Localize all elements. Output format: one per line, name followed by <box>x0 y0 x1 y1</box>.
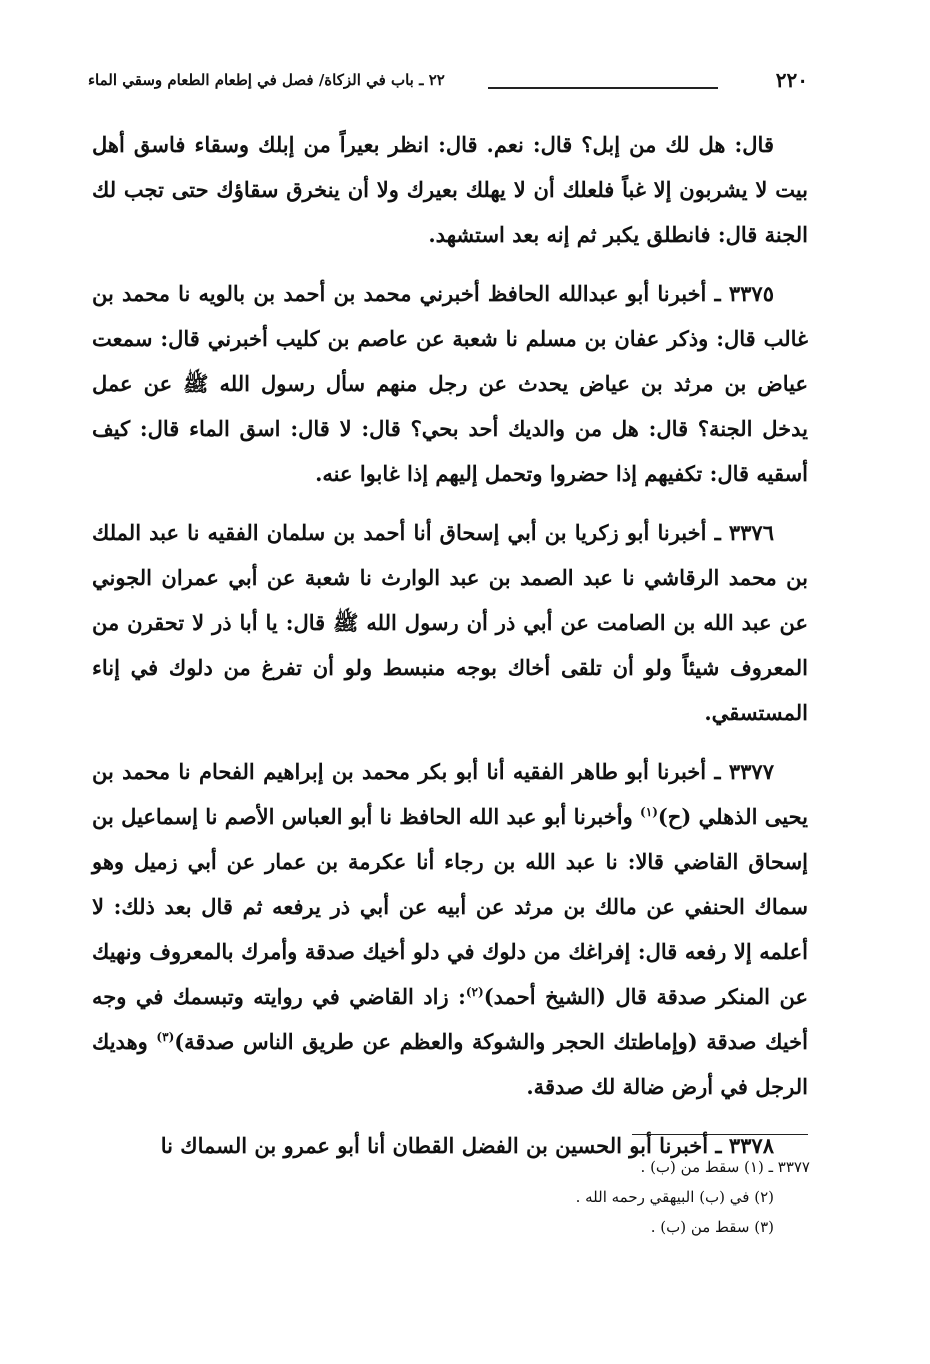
main-text <box>92 122 808 1182</box>
footnote-3: (٣) سقط من (ب) . <box>650 1218 774 1236</box>
footnote-2: (٢) في (ب) البيهقي رحمه الله . <box>575 1188 774 1206</box>
paragraph-continuation: قال: هل لك من إبل؟ قال: نعم. قال: انظر بعيراً من إبلك وسقاء فاسق أهل بيت لا يشربون إلا غباً فلعلك أن لا يهلك بعيرك ولا أن ينخرق سقاؤك حتى تجب لك الجنة قال: فانطلق يكبر ثم إنه بعد استشهد. <box>92 132 808 247</box>
footnote-divider <box>632 1134 808 1135</box>
hadith-3377-part-b: وأخبرنا أبو عبد الله الحافظ نا أبو العباس الأصم نا إسماعيل بن إسحاق القاضي قالا: نا عبد الله بن رجاء أنا عكرمة بن عمار عن أبي زميل وهو سماك الحنفي عن مالك بن مرثد عن أبيه عن أبي ذر يرفعه ثم قال بعد ذلك: لا أعلمه إلا رفعه قال: إفراغك من دلوك في دلو أخيك صدقة وأمرك بالمعروف ونهيك عن المنكر صدقة قال (الشيخ أحمد) <box>92 804 808 1009</box>
footnote-1: ٣٣٧٧ ـ (١) سقط من (ب) . <box>640 1158 810 1176</box>
page-number: ٢٢٠ <box>775 68 808 92</box>
footnote-ref-1: (١) <box>640 805 658 819</box>
hadith-3378: ٣٣٧٨ ـ أخبرنا أبو الحسين بن الفضل القطان أنا أبو عمرو بن السماك نا <box>160 1133 774 1158</box>
hadith-3376: ٣٣٧٦ ـ أخبرنا أبو زكريا بن أبي إسحاق أنا أحمد بن سلمان الفقيه نا عبد الملك بن محمد الرقاشي نا عبد الصمد بن عبد الوارث نا شعبة عن أبي عمران الجوني عن عبد الله بن الصامت عن أبي ذر أن رسول الله ﷺ قال: يا أبا ذر لا تحقرن من المعروف شيئاً ولو أن تلقى أخاك بوجه منبسط ولو أن تفرغ من دلوك في إناء المستسقي. <box>92 520 808 725</box>
hadith-3377-part-a: ٣٣٧٧ ـ أخبرنا أبو طاهر الفقيه أنا أبو بكر محمد بن إبراهيم الفحام نا محمد بن يحيى الذهلي (ح) <box>92 759 808 829</box>
hadith-3375: ٣٣٧٥ ـ أخبرنا أبو عبدالله الحافظ أخبرني محمد بن أحمد بن بالويه نا محمد بن غالب قال: وذكر عفان بن مسلم نا شعبة عن عاصم بن كليب أخبرني قال: سمعت عياض بن مرثد بن عياض يحدث عن رجل منهم سأل رسول الله ﷺ عن عمل يدخل الجنة؟ قال: هل من والديك أحد بحي؟ قال: لا قال: اسق الماء قال: كيف أسقيه قال: تكفيهم إذا حضروا وتحمل إليهم إذا غابوا عنه. <box>92 281 808 486</box>
footnote-ref-2: (٢) <box>465 985 484 999</box>
page-header <box>88 68 808 96</box>
hadith-3377-part-d: وهديك الرجل في أرض ضالة لك صدقة. <box>92 1029 808 1099</box>
hadith-3377-part-c: : زاد القاضي في روايته وتبسمك في وجه أخيك صدقة (وإماطتك الحجر والشوكة والعظم عن طريق الناس صدقة) <box>92 984 809 1054</box>
header-divider <box>488 87 718 89</box>
hadith-3377 <box>92 749 808 1109</box>
footnotes <box>120 1152 810 1242</box>
footnote-ref-3: (٣) <box>156 1030 175 1044</box>
running-title: ٢٢ ـ باب في الزكاة/ فصل في إطعام الطعام وسقي الماء <box>88 71 445 89</box>
